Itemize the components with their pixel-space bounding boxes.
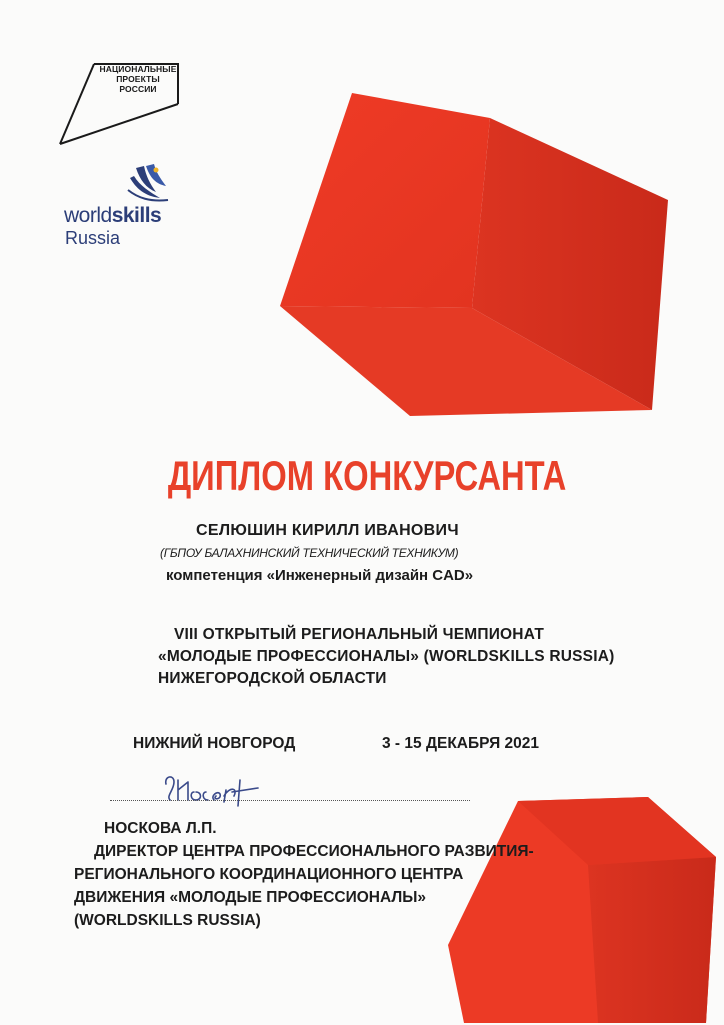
signatory-position-line-4: (WORLDSKILLS RUSSIA): [74, 912, 261, 929]
championship-line-3: НИЖЕГОРОДСКОЙ ОБЛАСТИ: [158, 670, 387, 687]
signatory-position-line-1: ДИРЕКТОР ЦЕНТРА ПРОФЕССИОНАЛЬНОГО РАЗВИТИЯ-: [94, 843, 534, 860]
national-projects-logo: [58, 60, 180, 146]
championship-line-1: VIII ОТКРЫТЫЙ РЕГИОНАЛЬНЫЙ ЧЕМПИОНАТ: [174, 626, 544, 643]
worldskills-logo: [64, 162, 184, 254]
signatory-position-line-3: ДВИЖЕНИЯ «МОЛОДЫЕ ПРОФЕССИОНАЛЫ»: [74, 889, 427, 906]
participant-name: СЕЛЮШИН КИРИЛЛ ИВАНОВИЧ: [196, 522, 459, 539]
signatory-position-line-2: РЕГИОНАЛЬНОГО КООРДИНАЦИОННОГО ЦЕНТРА: [74, 866, 464, 883]
competence: компетенция «Инженерный дизайн CAD»: [166, 567, 474, 584]
championship-line-2: «МОЛОДЫЕ ПРОФЕССИОНАЛЫ» (WORLDSKILLS RUSSIA): [158, 648, 615, 665]
participant-organization: (ГБПОУ БАЛАХНИНСКИЙ ТЕХНИЧЕСКИЙ ТЕХНИКУМ): [160, 546, 459, 560]
worldskills-wordmark: worldskills: [64, 204, 162, 227]
event-dates: 3 - 15 ДЕКАБРЯ 2021: [382, 735, 539, 752]
event-city: НИЖНИЙ НОВГОРОД: [133, 735, 296, 752]
worldskills-country: Russia: [65, 228, 121, 248]
diploma-title: ДИПЛОМ КОНКУРСАНТА: [167, 452, 567, 499]
national-projects-text: НАЦИОНАЛЬНЫЕ ПРОЕКТЫ РОССИИ: [99, 64, 177, 94]
decorative-cube-large: [280, 88, 670, 418]
signature-line: [110, 800, 470, 801]
handwritten-signature: [160, 770, 270, 810]
decorative-cube-small: [448, 795, 718, 1025]
signatory-name: НОСКОВА Л.П.: [104, 820, 217, 837]
worldskills-emblem-icon: [126, 162, 174, 204]
